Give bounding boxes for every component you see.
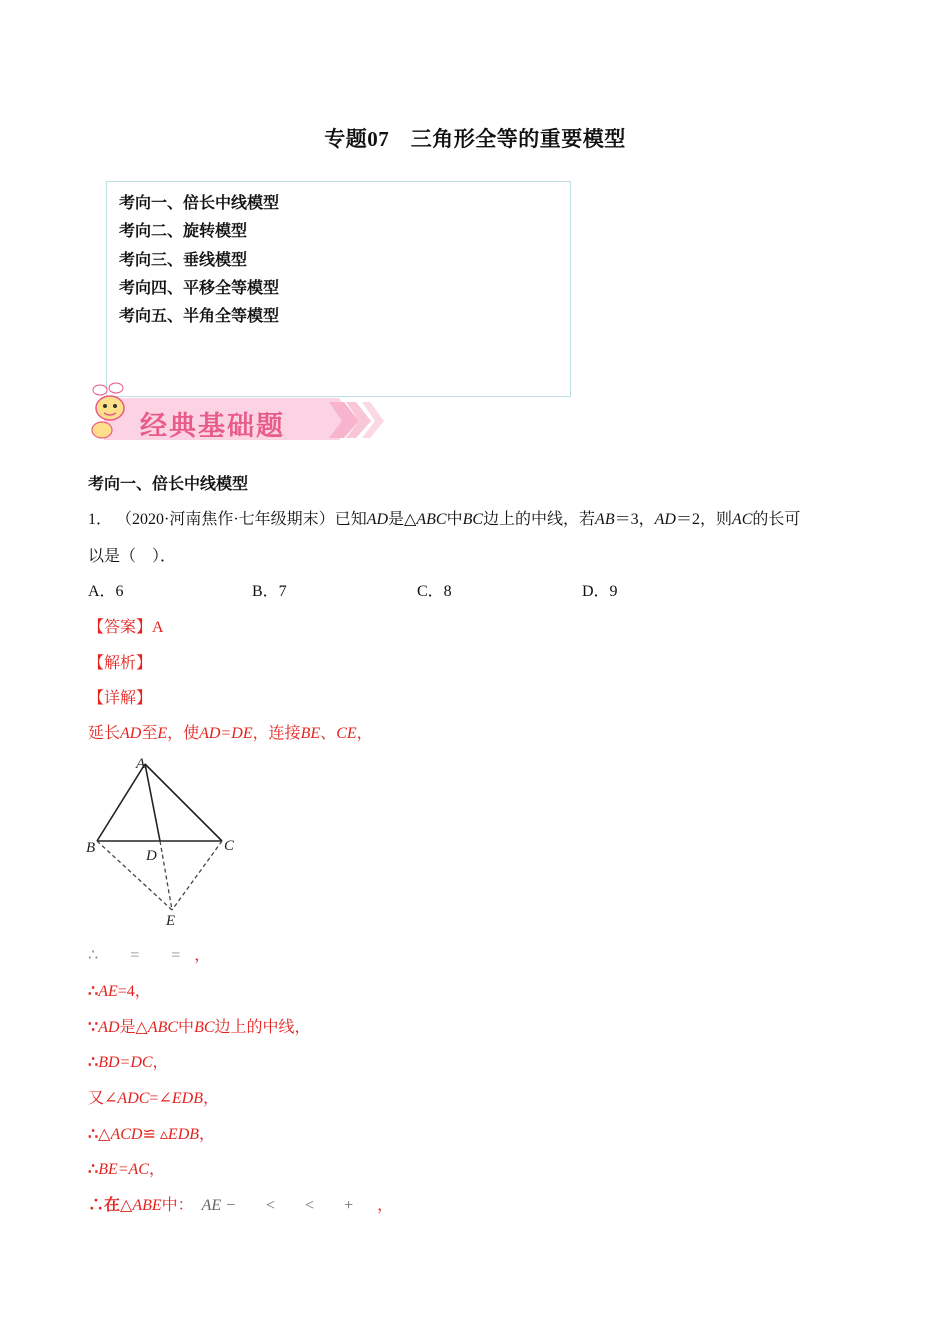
s-text: ≌ ▵ xyxy=(142,1126,168,1143)
s-var: AE xyxy=(98,983,118,1000)
s-var: BD=DC xyxy=(98,1054,153,1071)
s-text: 是△ xyxy=(119,1019,148,1036)
s-var: AD xyxy=(98,1019,120,1036)
solution-line-3 xyxy=(88,978,151,1001)
s-text: ∴ xyxy=(88,983,99,1000)
q-var: BC xyxy=(462,511,484,528)
answer-label: 【答案】 xyxy=(88,619,153,636)
s-text: ， xyxy=(377,1197,394,1214)
option-b: B．7 xyxy=(252,583,287,600)
label-a: A xyxy=(136,756,146,772)
segment-ad xyxy=(145,764,160,841)
question-source: （2020·河南焦作·七年级期末） xyxy=(116,511,335,528)
s-text: ，连接 xyxy=(252,725,301,742)
solution-line-4 xyxy=(88,1014,311,1037)
q-text: ＝2，则 xyxy=(675,511,732,528)
solution-line-6 xyxy=(88,1085,219,1108)
s-text: ， xyxy=(194,947,211,964)
detail-label: 【详解】 xyxy=(88,690,153,707)
s-text: ∴△ xyxy=(88,1126,111,1143)
banner-text: 经典基础题 xyxy=(140,411,285,442)
toc-item-4: 考向四、平移全等模型 xyxy=(119,280,280,297)
q-text: 是△ xyxy=(388,511,417,528)
s-var: AD xyxy=(120,725,142,742)
q-text: 中 xyxy=(446,511,463,528)
question-number: 1． xyxy=(88,511,113,528)
option-a: A．6 xyxy=(88,583,124,600)
q-text: 的长可 xyxy=(752,511,801,528)
solution-line-5 xyxy=(88,1049,169,1072)
q-var: AB xyxy=(595,511,615,528)
s-text: = xyxy=(130,947,140,964)
s-formula: AE − xyxy=(201,1197,236,1214)
segment-ce xyxy=(172,841,222,910)
s-var: EDB xyxy=(167,1126,200,1143)
solution-line-2 xyxy=(88,942,210,965)
question-line-2: 以是（ ）． xyxy=(88,548,177,565)
s-var: ADC xyxy=(117,1090,150,1107)
s-var: ABC xyxy=(147,1019,179,1036)
s-text: 边上的中线， xyxy=(214,1019,311,1036)
page-title: 专题07 三角形全等的重要模型 xyxy=(324,127,626,151)
s-formula: < xyxy=(266,1197,276,1214)
s-text: ， xyxy=(356,725,373,742)
solution-line-1 xyxy=(88,720,373,743)
s-text: ， xyxy=(152,1054,169,1071)
q-var: AD xyxy=(366,511,389,528)
s-text: ， xyxy=(202,1090,219,1107)
s-text: 至 xyxy=(141,725,158,742)
s-formula: < xyxy=(305,1197,315,1214)
answer-line xyxy=(88,614,164,637)
s-var: ABE xyxy=(132,1197,162,1214)
q-var: AC xyxy=(731,511,753,528)
option-c: C．8 xyxy=(417,583,452,600)
toc-item-3: 考向三、垂线模型 xyxy=(119,252,248,269)
solution-line-7 xyxy=(88,1121,215,1144)
s-text: ∴ xyxy=(88,1161,99,1178)
segment-be xyxy=(97,841,172,910)
segment-de xyxy=(160,841,172,910)
s-var: E xyxy=(157,725,168,742)
triangle-figure xyxy=(84,752,244,932)
s-text: =4， xyxy=(117,983,151,1000)
s-var: BC xyxy=(194,1019,215,1036)
s-formula: + xyxy=(344,1197,354,1214)
s-var: EDB xyxy=(171,1090,203,1107)
toc-item-2: 考向二、旋转模型 xyxy=(119,223,248,240)
label-c: C xyxy=(224,838,235,854)
s-text: =∠ xyxy=(149,1090,172,1107)
s-var: CE xyxy=(336,725,357,742)
s-text: 、 xyxy=(320,725,337,742)
s-var: BE=AC xyxy=(98,1161,149,1178)
s-text: 延长 xyxy=(88,725,121,742)
toc-box xyxy=(106,181,571,397)
s-text: ，使 xyxy=(167,725,200,742)
analysis-label: 【解析】 xyxy=(88,655,153,672)
toc-item-1: 考向一、倍长中线模型 xyxy=(119,195,280,212)
label-e: E xyxy=(166,913,176,929)
solution-line-8 xyxy=(88,1156,165,1179)
label-b: B xyxy=(86,840,96,856)
s-var: AD=DE xyxy=(199,725,253,742)
s-text: 中 xyxy=(178,1019,195,1036)
q-var: ABC xyxy=(416,511,447,528)
q-var: AD xyxy=(654,511,676,528)
s-text: 中： xyxy=(161,1197,194,1214)
segment-ab xyxy=(97,764,145,841)
q-text: 边上的中线，若 xyxy=(483,511,596,528)
solution-line-9 xyxy=(88,1192,393,1215)
segment-ac xyxy=(145,764,222,841)
s-text: ∵ xyxy=(88,1019,99,1036)
toc-item-5: 考向五、半角全等模型 xyxy=(119,308,280,325)
s-text: ∴ xyxy=(88,947,99,964)
s-text: 又∠ xyxy=(88,1090,118,1107)
s-text: ， xyxy=(148,1161,165,1178)
s-text: ， xyxy=(199,1126,216,1143)
label-d: D xyxy=(146,848,157,864)
s-var: BE xyxy=(300,725,321,742)
q-text: ＝3， xyxy=(614,511,655,528)
option-d: D．9 xyxy=(582,583,618,600)
s-text: = xyxy=(171,947,181,964)
question-line-1 xyxy=(88,506,800,529)
s-text: ∴在△ xyxy=(88,1197,133,1214)
s-var: ACD xyxy=(110,1126,143,1143)
section-heading: 考向一、倍长中线模型 xyxy=(88,476,249,493)
answer-value: A xyxy=(152,619,164,636)
s-text: ∴ xyxy=(88,1054,99,1071)
q-text: 已知 xyxy=(334,511,367,528)
